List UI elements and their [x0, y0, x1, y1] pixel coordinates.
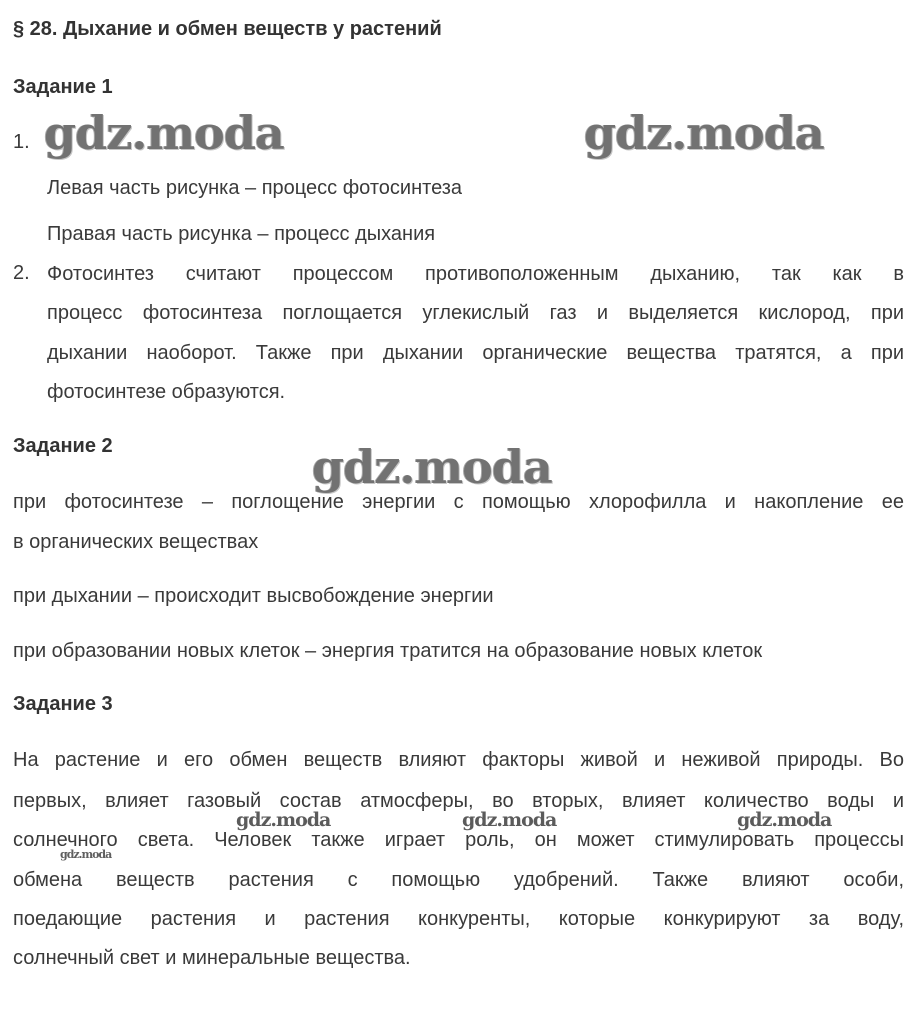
- task-1-item-2-line: процесс фотосинтеза поглощается углекислый газ и выделяется кислород, при: [47, 302, 904, 324]
- task-2-line: при фотосинтезе – поглощение энергии с помощью хлорофилла и накопление ее: [13, 491, 904, 513]
- task-1-item-2-line: дыхании наоборот. Также при дыхании органические вещества тратятся, а при: [47, 342, 904, 364]
- task-3-line: первых, влияет газовый состав атмосферы, во вторых, влияет количество воды и: [13, 790, 904, 812]
- task-2-line: при образовании новых клеток – энергия тратится на образование новых клеток: [13, 640, 763, 662]
- task-1-item-2-line: Фотосинтез считают процессом противоположенным дыханию, так как в: [47, 263, 904, 285]
- task-3-line: солнечный свет и минеральные вещества.: [13, 947, 411, 969]
- item-1-number: 1.: [13, 131, 30, 153]
- watermark-logo: gdz.moda: [312, 440, 552, 494]
- task-3-heading: Задание 3: [13, 693, 113, 715]
- task-1-item-1-line: Левая часть рисунка – процесс фотосинтеза: [47, 177, 463, 199]
- task-3-line: поедающие растения и растения конкуренты, которые конкурируют за воду,: [13, 908, 904, 930]
- task-2-line: в органических веществах: [13, 531, 259, 553]
- watermark-logo: gdz.moda: [60, 848, 112, 861]
- watermark-logo: gdz.moda: [584, 106, 824, 160]
- task-2-line: при дыхании – происходит высвобождение энергии: [13, 585, 494, 607]
- task-1-heading: Задание 1: [13, 76, 113, 98]
- page-title: § 28. Дыхание и обмен веществ у растений: [13, 18, 442, 40]
- watermark-logo: gdz.moda: [737, 809, 832, 831]
- watermark-logo: gdz.moda: [44, 106, 284, 160]
- task-2-heading: Задание 2: [13, 435, 113, 457]
- task-3-line: солнечного света. Человек также играет роль, он может стимулировать процессы: [13, 829, 904, 851]
- task-1-item-2-line: фотосинтезе образуются.: [47, 381, 286, 403]
- item-2-number: 2.: [13, 262, 30, 284]
- task-3-line: обмена веществ растения с помощью удобрений. Также влияют особи,: [13, 869, 904, 891]
- task-1-item-1-line: Правая часть рисунка – процесс дыхания: [47, 223, 436, 245]
- watermark-logo: gdz.moda: [462, 809, 557, 831]
- task-3-line: На растение и его обмен веществ влияют факторы живой и неживой природы. Во: [13, 749, 904, 771]
- watermark-logo: gdz.moda: [236, 809, 331, 831]
